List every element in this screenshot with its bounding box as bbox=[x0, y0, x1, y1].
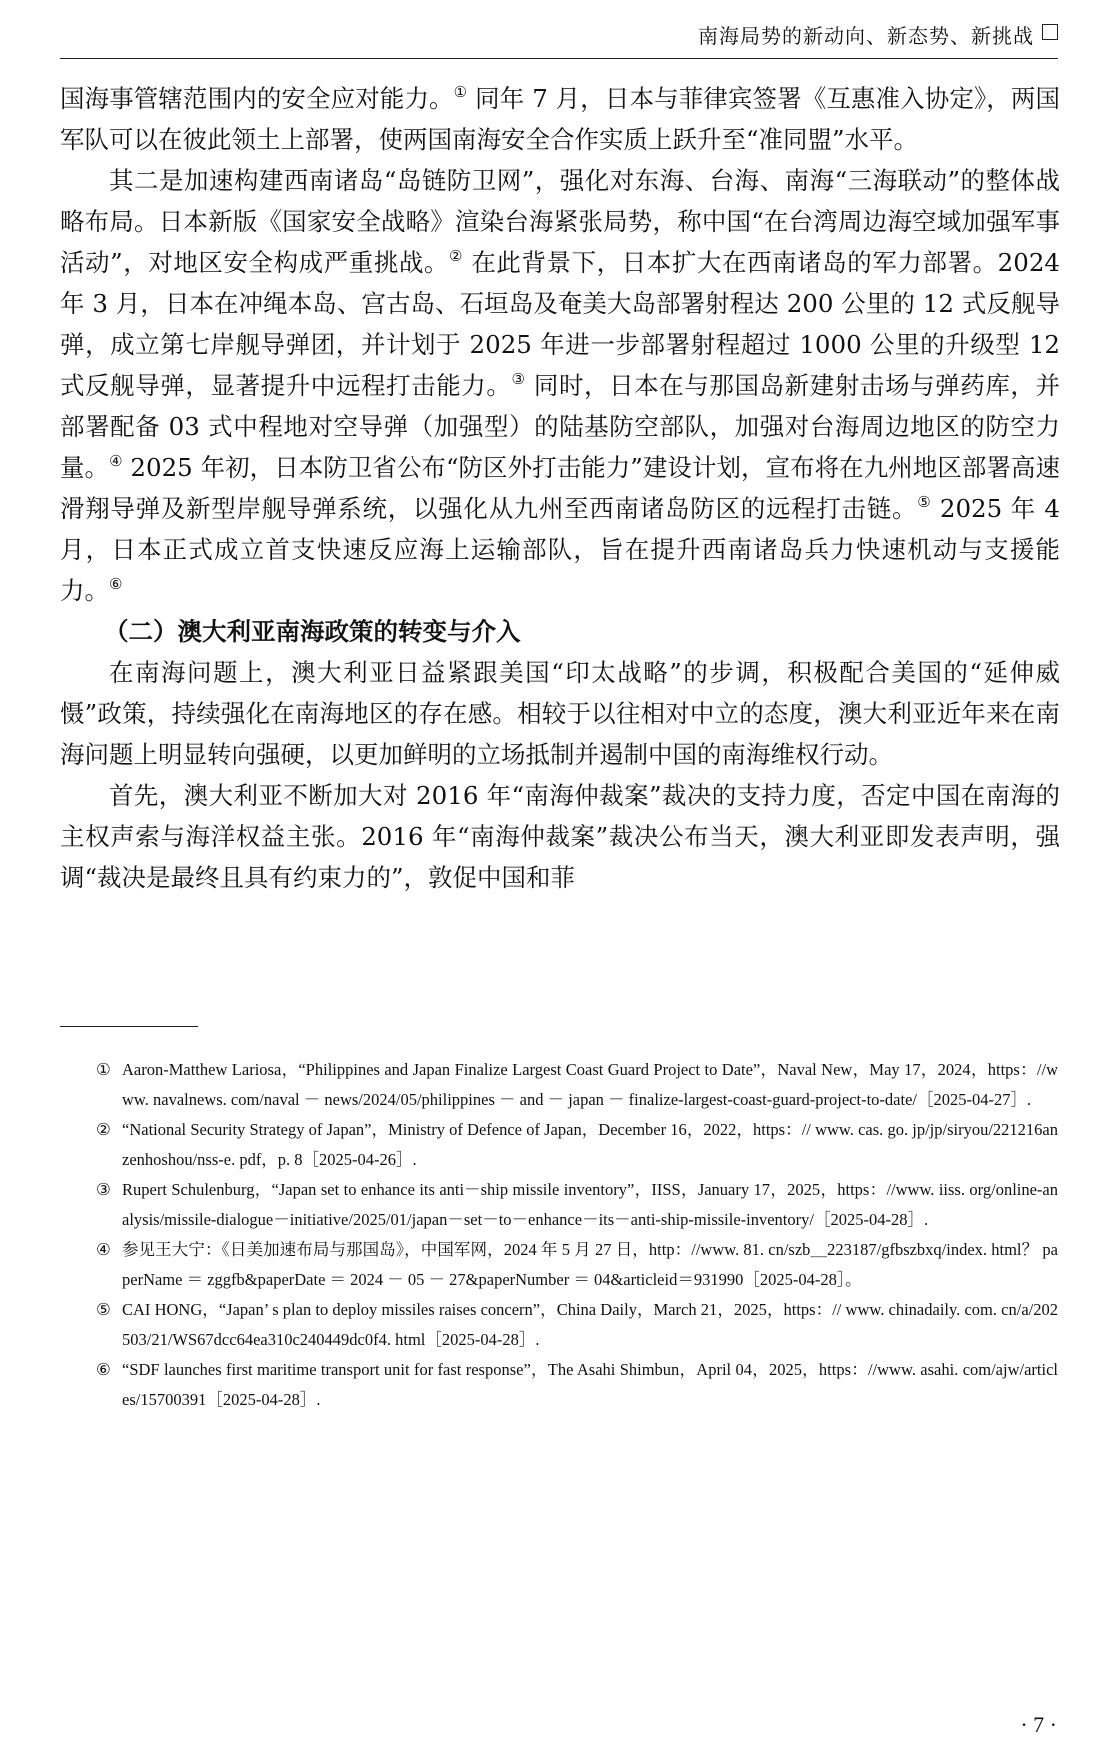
footnote-6 bbox=[96, 1355, 1058, 1414]
footnote-mark: ① bbox=[96, 1060, 111, 1079]
footnote-text: “SDF launches first maritime transport unit for fast response”，The Asahi Shimbun，April 04，2025，https：//www. asahi. com/ajw/articles/15700391［2025-04-28］. bbox=[122, 1360, 1058, 1409]
footnote-text: CAI HONG，“Japan’ s plan to deploy missiles raises concern”，China Daily，March 21，2025，https：// www. chinadaily. com. cn/a/202503/21/WS67dcc64ea310c240449dc0f4. html［2025-04-28］. bbox=[122, 1300, 1058, 1349]
running-header-title: 南海局势的新动向、新态势、新挑战 bbox=[698, 24, 1034, 48]
running-header bbox=[60, 14, 1058, 59]
paragraph-3: 在南海问题上，澳大利亚日益紧跟美国“印太战略”的步调，积极配合美国的“延伸威慑”政策，持续强化在南海地区的存在感。相较于以往相对中立的态度，澳大利亚近年来在南海问题上明显转向强硬，以更加鲜明的立场抵制并遏制中国的南海维权行动。 bbox=[60, 658, 1060, 769]
paragraph-1: 国海事管辖范围内的安全应对能力。① 同年 7 月，日本与菲律宾签署《互惠准入协定》，两国军队可以在彼此领土上部署，使两国南海安全合作实质上跃升至“准同盟”水平。 bbox=[60, 83, 1061, 154]
footnote-ref-6[interactable]: ⑥ bbox=[109, 575, 123, 593]
footnote-text: 参见王大宁：《日美加速布局与那国岛》，中国军网，2024 年 5 月 27 日，http：//www. 81. cn/szb＿223187/gfbszbxq/index. html？ paperName ＝ zggfb&paperDate ＝ 2024 － 05 － 27&paperNumber ＝ 04&articleid＝931990［2025-04-28］。 bbox=[122, 1240, 1058, 1289]
footnote-mark: ② bbox=[96, 1120, 111, 1139]
footnote-text: Aaron-Matthew Lariosa，“Philippines and Japan Finalize Largest Coast Guard Project to Date”，Naval New，May 17，2024，https：//www. navalnews. com/naval － news/2024/05/philippines － and － japan － finalize-largest-coast-guard-project-to-date/［2025-04-27］. bbox=[122, 1060, 1058, 1109]
paragraph-4: 首先，澳大利亚不断加大对 2016 年“南海仲裁案”裁决的支持力度，否定中国在南海的主权声索与海洋权益主张。2016 年“南海仲裁案”裁决公布当天，澳大利亚即发表声明，强调“裁决是最终且具有约束力的”，敦促中国和菲 bbox=[60, 781, 1060, 892]
footnote-ref-5[interactable]: ⑤ bbox=[917, 493, 932, 511]
page-number: · 7 · bbox=[1020, 1712, 1057, 1737]
footnote-ref-3[interactable]: ③ bbox=[511, 370, 526, 388]
footnote-4 bbox=[96, 1235, 1058, 1294]
footnote-text: “National Security Strategy of Japan”，Ministry of Defence of Japan，December 16，2022，https：// www. cas. go. jp/jp/siryou/221216anzenhoshou/nss-e. pdf，p. 8［2025-04-26］. bbox=[122, 1120, 1058, 1169]
footnote-text: Rupert Schulenburg，“Japan set to enhance its anti－ship missile inventory”，IISS，January 17，2025，https：//www. iiss. org/online-analysis/missile-dialogue－initiative/2025/01/japan－set－to－enhance－its－anti-ship-missile-inventory/［2025-04-28］. bbox=[122, 1180, 1058, 1229]
footnote-ref-2[interactable]: ② bbox=[449, 247, 464, 265]
footnote-1 bbox=[96, 1055, 1058, 1114]
footnote-3 bbox=[96, 1175, 1058, 1234]
header-square-icon bbox=[1042, 24, 1058, 40]
footnote-ref-4[interactable]: ④ bbox=[109, 452, 123, 470]
main-text bbox=[60, 78, 1060, 898]
footnote-mark: ⑤ bbox=[96, 1300, 111, 1319]
footnote-5 bbox=[96, 1295, 1058, 1354]
footnote-mark: ④ bbox=[96, 1240, 111, 1259]
footnote-mark: ③ bbox=[96, 1180, 111, 1199]
paragraph-2: 其二是加速构建西南诸岛“岛链防卫网”，强化对东海、台海、南海“三海联动”的整体战略布局。日本新版《国家安全战略》渲染台海紧张局势，称中国“在台湾周边海空域加强军事活动”，对地区安全构成严重挑战。② 在此背景下，日本扩大在西南诸岛的军力部署。2024 年 3 月，日本在冲绳本岛、宫古岛、石垣岛及奄美大岛部署射程达 200 公里的 12 式反舰导弹，成立第七岸舰导弹团，并计划于 2025 年进一步部署射程超过 1000 公里的升级型 12 式反舰导弹，显著提升中远程打击能力。③ 同时，日本在与那国岛新建射击场与弹药库，并部署配备 03 式中程地对空导弹（加强型）的陆基防空部队，加强对台海周边地区的防空力量。④ 2025 年初，日本防卫省公布“防区外打击能力”建设计划，宣布将在九州地区部署高速滑翔导弹及新型岸舰导弹系统，以强化从九州至西南诸岛防区的远程打击链。⑤ 2025 年 4 月，日本正式成立首支快速反应海上运输部队，旨在提升西南诸岛兵力快速机动与支援能力。⑥ bbox=[60, 166, 1061, 605]
footnotes bbox=[96, 1055, 1058, 1415]
footnote-divider bbox=[60, 1026, 198, 1027]
footnote-ref-1[interactable]: ① bbox=[453, 83, 468, 101]
section-heading: （二）澳大利亚南海政策的转变与介入 bbox=[104, 617, 521, 646]
footnote-mark: ⑥ bbox=[96, 1360, 111, 1379]
footnote-2 bbox=[96, 1115, 1058, 1174]
